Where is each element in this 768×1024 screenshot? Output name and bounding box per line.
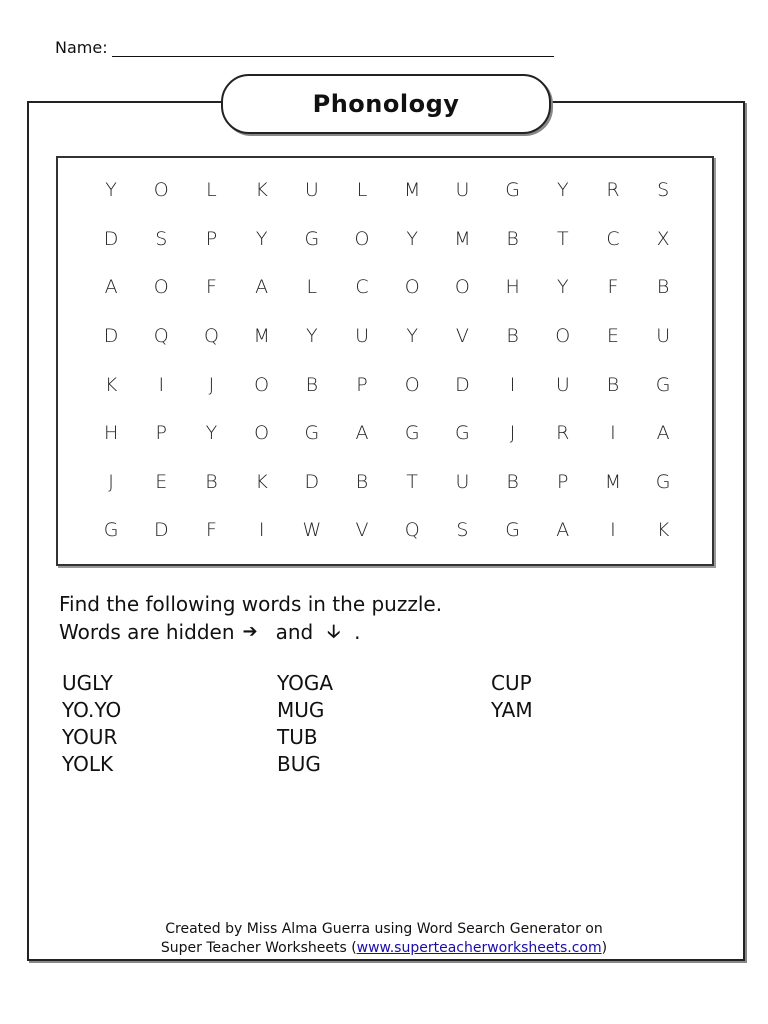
grid-letter[interactable]: O: [404, 373, 420, 396]
grid-letter[interactable]: O: [555, 325, 571, 348]
grid-letter[interactable]: G: [103, 519, 119, 542]
grid-letter[interactable]: G: [404, 422, 420, 445]
grid-letter[interactable]: G: [505, 179, 520, 202]
word-list-item: TUB: [277, 725, 318, 749]
grid-letter[interactable]: E: [606, 325, 619, 348]
grid-letter[interactable]: P: [356, 373, 368, 396]
page-title: Phonology: [312, 90, 460, 118]
grid-letter[interactable]: P: [205, 227, 218, 250]
puzzle-box: [56, 156, 714, 566]
grid-letter[interactable]: D: [455, 373, 470, 396]
word-list-item: CUP: [491, 671, 532, 695]
footer-line-2-start: Super Teacher Worksheets (: [160, 940, 357, 956]
grid-letter[interactable]: B: [506, 325, 519, 348]
grid-letter[interactable]: R: [606, 179, 620, 202]
footer-credit: [0, 920, 768, 958]
grid-letter[interactable]: D: [153, 519, 169, 542]
grid-letter[interactable]: Y: [406, 227, 419, 250]
footer-line-1: Created by Miss Alma Guerra using Word Search Generator on: [165, 921, 603, 937]
grid-letter[interactable]: I: [509, 373, 516, 396]
arrow-right-icon: ➔: [242, 621, 258, 642]
footer-website-link[interactable]: www.superteacherworksheets.com: [356, 940, 602, 956]
grid-letter[interactable]: W: [302, 519, 322, 542]
grid-letter[interactable]: Q: [404, 519, 420, 542]
grid-letter[interactable]: L: [306, 276, 318, 299]
word-list-item: UGLY: [62, 671, 113, 695]
word-list-item: YOLK: [62, 752, 114, 776]
grid-letter[interactable]: P: [557, 470, 569, 493]
footer-line-2: [0, 939, 768, 958]
grid-letter[interactable]: M: [604, 470, 622, 493]
grid-letter[interactable]: B: [506, 470, 519, 493]
grid-letter[interactable]: Q: [153, 325, 169, 348]
grid-letter[interactable]: A: [556, 519, 570, 542]
grid-letter[interactable]: B: [606, 373, 620, 396]
grid-letter[interactable]: O: [354, 227, 370, 250]
grid-letter[interactable]: V: [355, 519, 369, 542]
grid-letter[interactable]: J: [108, 470, 114, 493]
grid-letter[interactable]: S: [456, 519, 469, 542]
grid-letter[interactable]: R: [556, 422, 570, 445]
grid-letter[interactable]: U: [656, 325, 671, 348]
grid-letter[interactable]: M: [253, 325, 270, 348]
word-list-item: MUG: [277, 698, 325, 722]
grid-letter[interactable]: C: [355, 276, 369, 299]
name-field: [55, 38, 554, 57]
grid-letter[interactable]: X: [656, 227, 670, 250]
grid-letter[interactable]: M: [404, 179, 421, 202]
grid-letter[interactable]: U: [355, 325, 369, 348]
grid-letter[interactable]: Y: [306, 325, 318, 348]
grid-letter[interactable]: F: [607, 276, 619, 299]
grid-letter[interactable]: O: [254, 422, 270, 445]
grid-letter[interactable]: K: [255, 179, 268, 202]
word-list-item: YAM: [491, 698, 533, 722]
grid-letter[interactable]: F: [206, 276, 217, 299]
grid-letter[interactable]: D: [103, 227, 119, 250]
title-banner: [221, 74, 551, 134]
grid-letter[interactable]: O: [153, 179, 169, 202]
word-list-item: YOUR: [62, 725, 118, 749]
grid-letter[interactable]: B: [205, 470, 218, 493]
grid-letter[interactable]: I: [158, 373, 165, 396]
grid-letter[interactable]: A: [255, 276, 269, 299]
grid-letter[interactable]: T: [406, 470, 419, 493]
grid-letter[interactable]: A: [355, 422, 369, 445]
grid-letter[interactable]: B: [355, 470, 369, 493]
instructions-period: .: [354, 620, 361, 644]
grid-letter[interactable]: I: [610, 422, 616, 445]
grid-letter[interactable]: J: [509, 422, 516, 445]
grid-letter[interactable]: M: [454, 227, 471, 250]
grid-letter[interactable]: U: [304, 179, 319, 202]
grid-letter[interactable]: I: [258, 519, 265, 542]
grid-letter[interactable]: K: [656, 519, 670, 542]
word-list-column-3: [491, 670, 533, 724]
grid-letter[interactable]: D: [304, 470, 320, 493]
grid-letter[interactable]: Q: [203, 325, 219, 348]
grid-letter[interactable]: O: [454, 276, 470, 299]
instructions: [59, 590, 442, 646]
grid-letter[interactable]: O: [254, 373, 270, 396]
word-list-column-2: [277, 670, 333, 778]
grid-letter[interactable]: Y: [105, 179, 117, 202]
grid-letter[interactable]: I: [610, 519, 616, 542]
grid-letter[interactable]: L: [206, 179, 217, 202]
instructions-hidden-text: Words are hidden: [59, 620, 235, 644]
grid-letter[interactable]: S: [155, 227, 168, 250]
name-label: Name:: [55, 38, 108, 57]
grid-letter[interactable]: B: [656, 276, 670, 299]
grid-letter[interactable]: O: [404, 276, 420, 299]
grid-letter[interactable]: S: [657, 179, 670, 202]
grid-letter[interactable]: F: [206, 519, 217, 542]
footer-line-2-end: ): [601, 940, 608, 956]
word-list-column-1: [62, 670, 121, 778]
grid-letter[interactable]: K: [104, 373, 118, 396]
grid-letter[interactable]: B: [506, 227, 519, 250]
grid-letter[interactable]: C: [606, 227, 620, 250]
grid-letter[interactable]: G: [304, 422, 320, 445]
instructions-line-1: Find the following words in the puzzle.: [59, 592, 443, 616]
word-list-item: BUG: [277, 752, 321, 776]
grid-letter[interactable]: U: [455, 179, 470, 202]
grid-letter[interactable]: T: [556, 227, 569, 250]
letter-grid: [86, 166, 688, 555]
grid-letter[interactable]: G: [455, 422, 470, 445]
grid-letter[interactable]: Y: [255, 227, 268, 250]
instructions-line-2: [59, 618, 442, 646]
arrow-down-icon: 🡣: [327, 621, 341, 642]
grid-letter[interactable]: G: [505, 519, 520, 542]
grid-letter[interactable]: O: [153, 276, 169, 299]
grid-letter[interactable]: A: [104, 276, 118, 299]
grid-letter[interactable]: H: [103, 422, 119, 445]
grid-letter[interactable]: P: [155, 422, 168, 445]
grid-letter[interactable]: G: [655, 470, 671, 493]
grid-letter[interactable]: Y: [556, 179, 569, 202]
grid-letter[interactable]: A: [656, 422, 670, 445]
grid-letter[interactable]: D: [103, 325, 119, 348]
grid-letter[interactable]: U: [455, 470, 470, 493]
grid-letter[interactable]: L: [356, 179, 368, 202]
grid-letter[interactable]: Y: [556, 276, 569, 299]
grid-letter[interactable]: B: [305, 373, 319, 396]
grid-letter[interactable]: J: [208, 373, 215, 396]
grid-letter[interactable]: Y: [406, 325, 419, 348]
grid-letter[interactable]: V: [455, 325, 469, 348]
word-list-item: YOGA: [277, 671, 334, 695]
instructions-and-text: and: [275, 620, 314, 644]
grid-letter[interactable]: G: [655, 373, 671, 396]
grid-letter[interactable]: K: [255, 470, 268, 493]
grid-letter[interactable]: Y: [205, 422, 218, 445]
name-blank-line[interactable]: [112, 42, 554, 57]
grid-letter[interactable]: E: [155, 470, 168, 493]
word-list-item: YO.YO: [62, 698, 122, 722]
grid-letter[interactable]: H: [505, 276, 520, 299]
grid-letter[interactable]: U: [555, 373, 570, 396]
grid-letter[interactable]: G: [304, 227, 320, 250]
